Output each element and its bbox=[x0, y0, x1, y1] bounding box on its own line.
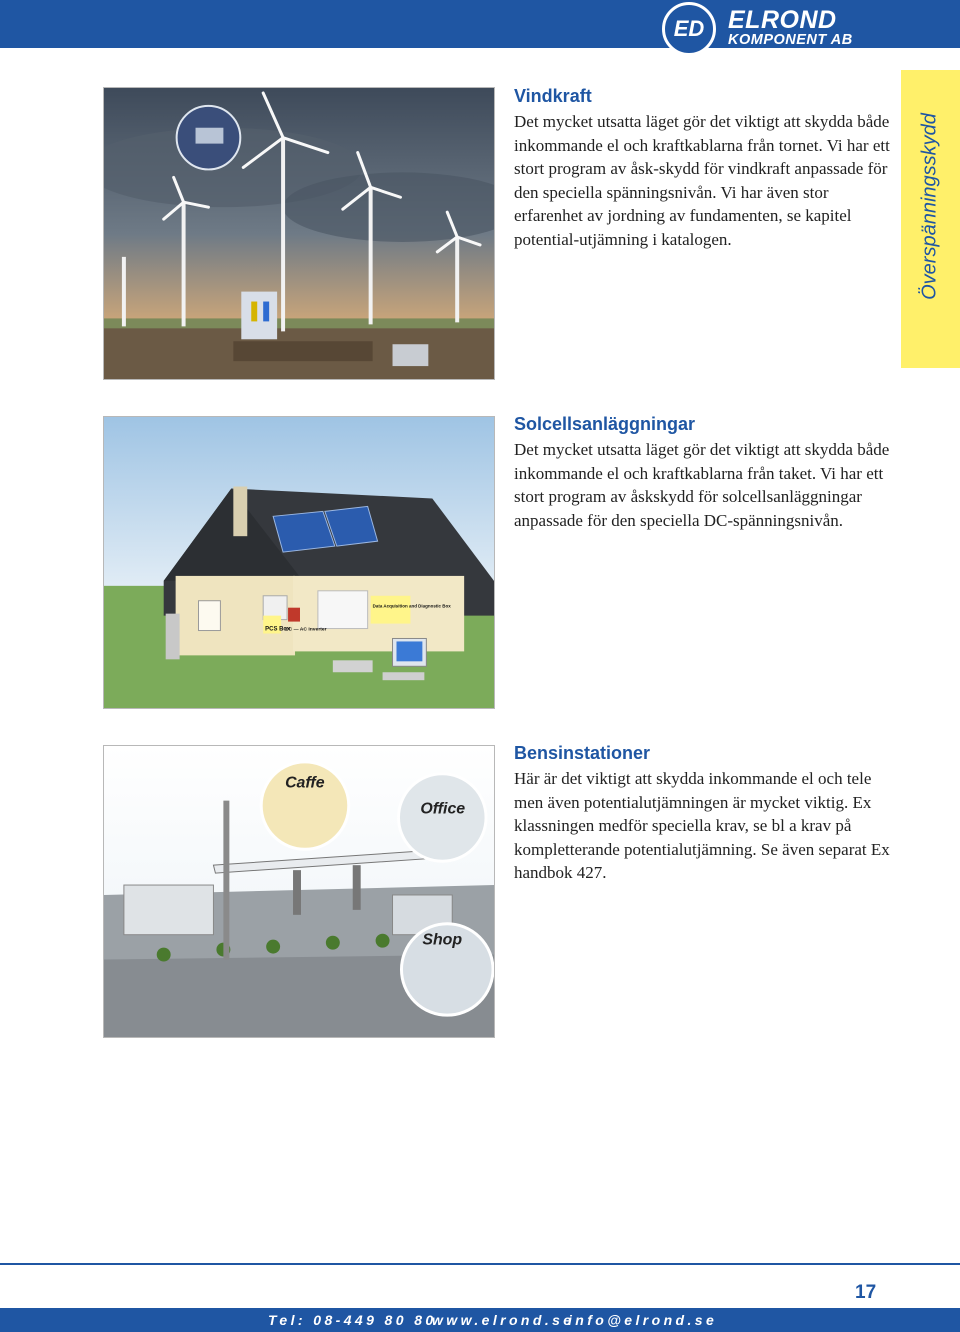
company-logo-icon bbox=[662, 2, 716, 56]
label-pcs: PCS Box bbox=[265, 626, 291, 633]
section-bensinstationer bbox=[514, 743, 894, 885]
company-name: ELROND bbox=[728, 6, 837, 34]
footer-email: info@elrond.se bbox=[568, 1312, 718, 1328]
footer-phone: Tel: 08-449 80 80 bbox=[268, 1312, 437, 1328]
company-subtitle: KOMPONENT AB bbox=[728, 32, 853, 48]
label-diagnostic-box: Data Acquisition and Diagnostic Box bbox=[372, 603, 451, 609]
section-title: Solcellsanläggningar bbox=[514, 414, 696, 434]
section-body: Här är det viktigt att skydda inkommande el och tele men även potentialutjämningen är mycket viktig. Ex klassningen medför speciella krav, se bl a krav på kompletterande potentialutjämning. Se även separat Ex handbok 427. bbox=[514, 769, 890, 882]
side-tab-label: Överspänningsskydd bbox=[918, 113, 941, 300]
wind-turbine-illustration bbox=[103, 87, 495, 380]
footer-divider bbox=[0, 1263, 960, 1265]
solar-house-illustration bbox=[103, 416, 495, 709]
footer-website: www.elrond.se bbox=[432, 1312, 575, 1328]
section-title: Vindkraft bbox=[514, 86, 592, 106]
label-caffe: Caffe bbox=[285, 774, 325, 792]
label-shop: Shop bbox=[422, 931, 463, 949]
page-number: 17 bbox=[855, 1282, 877, 1303]
section-vindkraft bbox=[514, 86, 894, 251]
label-office: Office bbox=[420, 800, 466, 818]
label-inverter: DC — AC Inverter bbox=[285, 627, 327, 633]
side-tab bbox=[901, 70, 960, 368]
logo-monogram: ED bbox=[673, 16, 705, 41]
section-body: Det mycket utsatta läget gör det viktigt att skydda både inkommande el och kraftkablarna från taket. Vi har ett stort program av åskskydd för solcellsanläggningar anpassade för den speciella DC-spänningsnivån. bbox=[514, 440, 890, 530]
gas-station-illustration bbox=[103, 745, 495, 1038]
section-body: Det mycket utsatta läget gör det viktigt att skydda både inkommande el och kraftkablarna från tornet. Vi har ett stort program av åsk-skydd för vindkraft anpassade för den speciella spänningsnivån. Vi har även stor erfarenhet av jordning av fundamenten, se kapitel potential-utjämning i katalogen. bbox=[514, 112, 890, 249]
section-solceller bbox=[514, 414, 894, 532]
section-title: Bensinstationer bbox=[514, 743, 651, 763]
footer-bar bbox=[0, 1308, 960, 1332]
